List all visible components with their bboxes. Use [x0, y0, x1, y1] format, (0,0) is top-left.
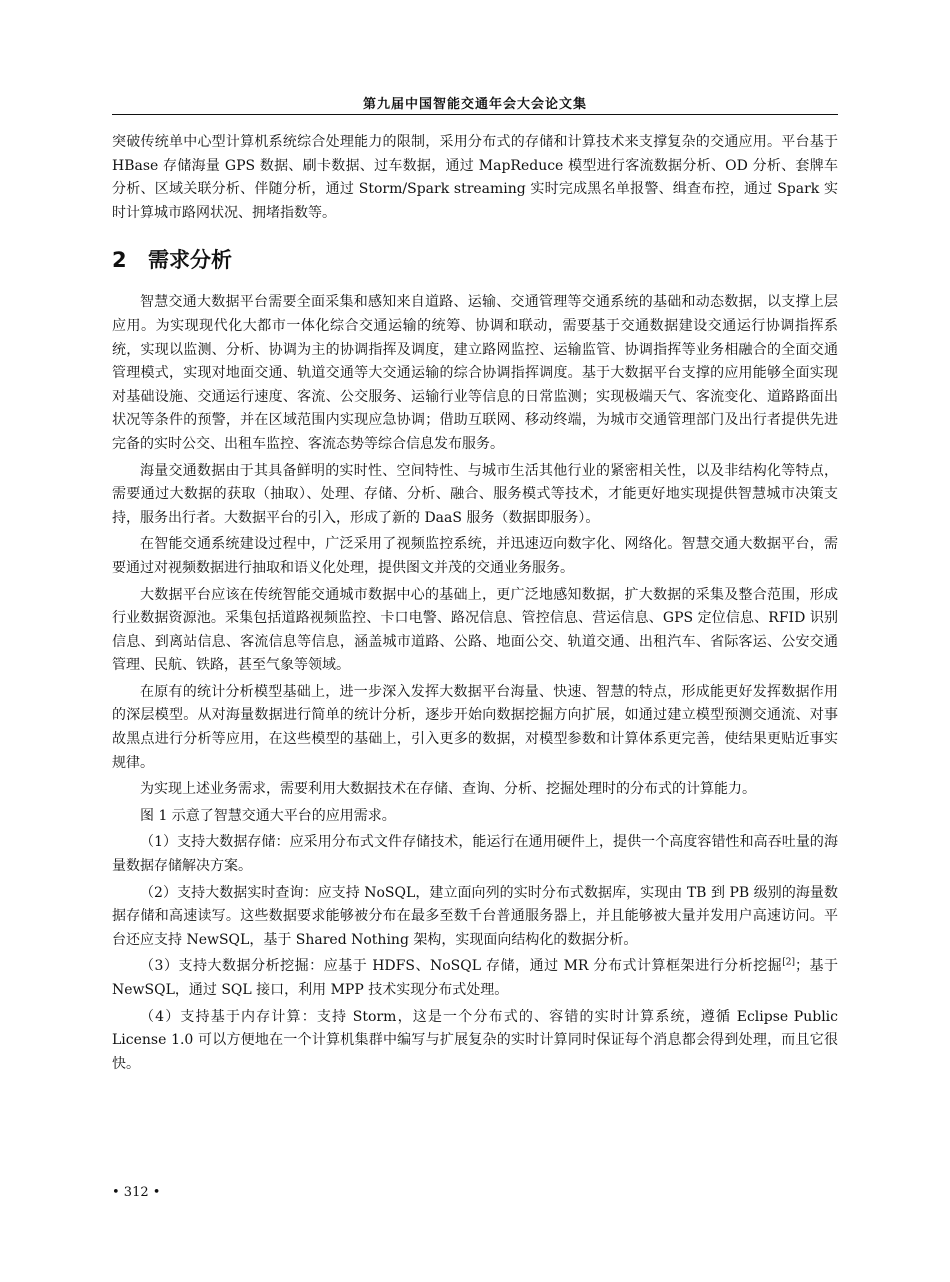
page-body [112, 131, 838, 1079]
section-number: 2 [112, 248, 127, 273]
body-paragraph: 大数据平台应该在传统智能交通城市数据中心的基础上，更广泛地感知数据，扩大数据的采集及整合范围，形成行业数据资源池。采集包括道路视频监控、卡口电警、路况信息、管控信息、营运信息、GPS 定位信息、RFID 识别信息、到离站信息、客流信息等信息，涵盖城市道路、公路、地面公交、轨道交通、出租汽车、省际客运、公安交通管理、民航、铁路，甚至气象等领域。 [112, 586, 838, 674]
intro-paragraph: 突破传统单中心型计算机系统综合处理能力的限制，采用分布式的存储和计算技术来支撑复杂的交通应用。平台基于 HBase 存储海量 GPS 数据、刷卡数据、过车数据，通过 MapReduce 模型进行客流数据分析、OD 分析、套牌车分析、区域关联分析、伴随分析，通过 Storm/Spark streaming 实时完成黑名单报警、缉查布控，通过 Spark 实时计算城市路网状况、拥堵指数等。 [112, 134, 838, 221]
body-paragraph-memory: （4）支持基于内存计算：支持 Storm，这是一个分布式的、容错的实时计算系统，遵循 Eclipse Public License 1.0 可以方便地在一个计算机集群中编写与扩展复杂的实时计算同时保证每个消息都会得到处理，而且它很快。 [112, 1008, 838, 1072]
body-paragraph: 在原有的统计分析模型基础上，进一步深入发挥大数据平台海量、快速、智慧的特点，形成能更好发挥数据作用的深层模型。从对海量数据进行简单的统计分析，逐步开始向数据挖掘方向扩展，如通过建立模型预测交通流、对事故黑点进行分析等应用，在这些模型的基础上，引入更多的数据，对模型参数和计算体系更完善，使结果更贴近事实规律。 [112, 683, 838, 771]
body-paragraph-mining [112, 955, 838, 1002]
running-header: 第九届中国智能交通年会大会论文集 [362, 97, 587, 112]
section-title: 需求分析 [148, 248, 232, 273]
body-paragraph: 在智能交通系统建设过程中，广泛采用了视频监控系统，并迅速迈向数字化、网络化。智慧交通大数据平台，需要通过对视频数据进行抽取和语义化处理，提供图文并茂的交通业务服务。 [112, 536, 838, 576]
body-paragraph: （2）支持大数据实时查询：应支持 NoSQL，建立面向列的实时分布式数据库，实现由 TB 到 PB 级别的海量数据存储和高速读写。这些数据要求能够被分布在最多至数千台普通服务器上，并且能够被大量并发用户高速访问。平台还应支持 NewSQL，基于 Shared Nothing 架构，实现面向结构化的数据分析。 [112, 884, 838, 948]
body-paragraph: 智慧交通大数据平台需要全面采集和感知来自道路、运输、交通管理等交通系统的基础和动态数据，以支撑上层应用。为实现现代化大都市一体化综合交通运输的统筹、协调和联动，需要基于交通数据建设交通运行协调指挥系统，实现以监测、分析、协调为主的协调指挥及调度，建立路网监控、运输监管、协调指挥等业务相融合的全面交通管理模式，实现对地面交通、轨道交通等大交通运输的综合协调指挥调度。基于大数据平台支撑的应用能够全面实现对基础设施、交通运行速度、客流、公交服务、运输行业等信息的日常监测；实现极端天气、客流变化、道路路面出状况等条件的预警，并在区域范围内实现应急协调；借助互联网、移动终端，为城市交通管理部门及出行者提供先进完备的实时公交、出租车监控、客流态势等综合信息发布服务。 [112, 294, 838, 452]
page-number: • 312 • [112, 1185, 161, 1200]
header-rule [112, 114, 838, 115]
mining-text-after: ；基于 NewSQL，通过 SQL 接口，利用 MPP 技术实现分布式处理。 [112, 958, 838, 998]
mining-text-before: （3）支持大数据分析挖掘：应基于 HDFS、NoSQL 存储，通过 MR 分布式计算框架进行分析挖掘 [140, 958, 783, 975]
body-paragraph: 为实现上述业务需求，需要利用大数据技术在存储、查询、分析、挖掘处理时的分布式的计算能力。 [140, 781, 756, 798]
body-paragraph: （1）支持大数据存储：应采用分布式文件存储技术，能运行在通用硬件上，提供一个高度容错性和高吞吐量的海量数据存储解决方案。 [112, 834, 838, 875]
section-heading [112, 246, 838, 274]
body-paragraph: 图 1 示意了智慧交通大平台的应用需求。 [140, 807, 396, 824]
citation-ref: [2] [782, 957, 795, 968]
body-paragraph: 海量交通数据由于其具备鲜明的实时性、空间特性、与城市生活其他行业的紧密相关性，以及非结构化等特点，需要通过大数据的获取（抽取）、处理、存储、分析、融合、服务模式等技术，才能更好地实现提供智慧城市决策支持，服务出行者。大数据平台的引入，形成了新的 DaaS 服务（数据即服务）。 [112, 462, 838, 526]
